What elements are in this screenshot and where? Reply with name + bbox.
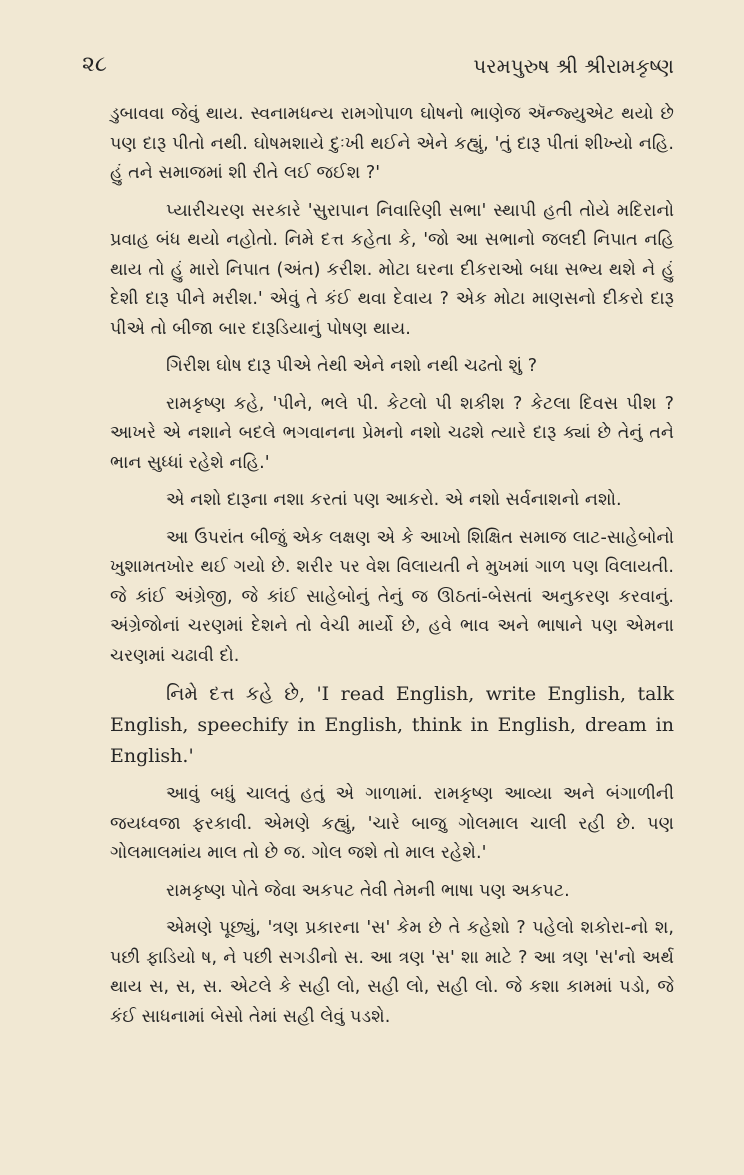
paragraph: રામકૃષ્ણ કહે, 'પીને, ભલે પી. કેટલો પી શકીશ ? કેટલા દિવસ પીશ ? આખરે એ નશાને બદલે ભગવાનના પ્રેમનો નશો ચઢશે ત્યારે દારૂ ક્યાં છે તેનું તને ભાન સુધ્ધાં રહેશે નહિ.' <box>110 393 674 473</box>
paragraph: ગિરીશ ઘોષ દારૂ પીએ તેથી એને નશો નથી ચઢતો શું ? <box>166 356 538 376</box>
paragraph: એ નશો દારૂના નશા કરતાં પણ આકરો. એ નશો સર્વનાશનો નશો. <box>166 490 622 510</box>
body-text <box>110 100 674 1032</box>
paragraph: એમણે પૂછ્યું, 'ત્રણ પ્રકારના 'સ' કેમ છે તે કહેશો ? પહેલો શકોરા-નો શ, પછી ફાડિયો ષ, ને પછી સગડીનો સ. આ ત્રણ 'સ' શા માટે ? આ ત્રણ 'સ'નો અર્થ થાય સ, સ, સ. એટલે કે સહી લો, સહી લો, સહી લો. જે કશા કામમાં પડો, જે કંઈ સાધનામાં બેસો તેમાં સહી લેવું પડશે. <box>110 918 674 1027</box>
paragraph: આ ઉપરાંત બીજું એક લક્ષણ એ કે આખો શિક્ષિત સમાજ લાટ-સાહેબોનો ખુશામતખોર થઈ ગયો છે. શરીર પર વેશ વિલાયતી ને મુખમાં ગાળ પણ વિલાયતી. જે કાંઈ અંગ્રેજી, જે કાંઈ સાહેબોનું તેનું જ ઊઠતાં-બેસતાં અનુકરણ કરવાનું. અંગ્રેજોનાં ચરણમાં દેશને તો વેચી માર્યો છે, હવે ભાવ અને ભાષાને પણ એમના ચરણમાં ચઢાવી દો. <box>110 527 674 666</box>
paragraph: આવું બધું ચાલતું હતું એ ગાળામાં. રામકૃષ્ણ આવ્યા અને બંગાળીની જયધ્વજા ફરકાવી. એમણે કહ્યું, 'ચારે બાજુ ગોલમાલ ચાલી રહી છે. પણ ગોલમાલમાંય માલ તો છે જ. ગોલ જશે તો માલ રહેશે.' <box>110 784 674 863</box>
paragraph: પ્યારીચરણ સરકારે 'સુરાપાન નિવારિણી સભા' સ્થાપી હતી તોયે મદિરાનો પ્રવાહ બંધ થયો નહોતો. નિમે દત્ત કહેતા કે, 'જો આ સભાનો જલદી નિપાત નહિ થાય તો હું મારો નિપાત (અંત) કરીશ. મોટા ઘરના દીકરાઓ બધા સભ્ય થશે ને હું દેશી દારૂ પીને મરીશ.' એવું તે કંઈ થવા દેવાય ? એક મોટા માણસનો દીકરો દારૂ પીએ તો બીજા બાર દારૂડિયાનું પોષણ થાય. <box>110 200 674 339</box>
running-title: પરમપુરુષ શ્રી શ્રીરામકૃષ્ણ <box>473 54 674 78</box>
page-number: ૨૮ <box>82 52 108 77</box>
page-header <box>82 52 674 100</box>
paragraph: રામકૃષ્ણ પોતે જેવા અકપટ તેવી તેમની ભાષા પણ અકપટ. <box>166 880 570 901</box>
paragraph: નિમે દત્ત કહે છે, 'I read English, write English, talk English, speechify in English, think in English, dream in English.' <box>110 683 674 767</box>
paragraph: ડુબાવવા જેવું થાય. સ્વનામધન્ય રામગોપાળ ઘોષનો ભાણેજ ઍન્જ્યુએટ થયો છે પણ દારૂ પીતો નથી. ઘોષમશાયે દુઃખી થઈને એને કહ્યું, 'તું દારૂ પીતાં શીખ્યો નહિ. હું તને સમાજમાં શી રીતે લઈ જઈશ ?' <box>110 104 674 183</box>
